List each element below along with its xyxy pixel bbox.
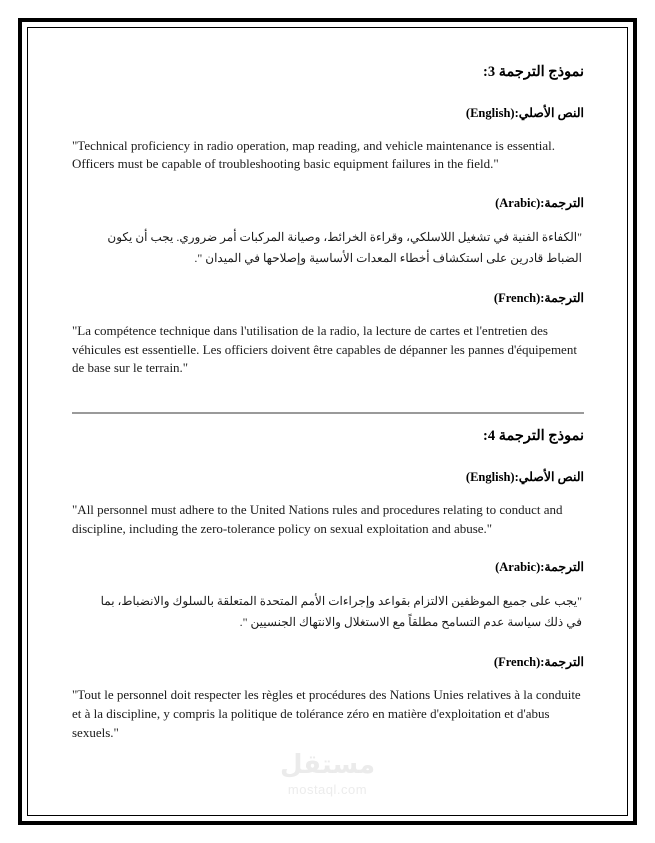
- french-translation-body: "La compétence technique dans l'utilisation de la radio, la lecture de cartes et l'entretien des véhicules est essentielle. Les officiers doivent être capables de dépanner les pannes d'équipement de base sur le terrain.": [72, 322, 577, 376]
- french-translation-label: الترجمة:(French): [493, 290, 584, 305]
- arabic-translation-body: "يجب على جميع الموظفين الالتزام بقواعد وإجراءات الأمم المتحدة المتعلقة بالسلوك والانضباط، بما في ذلك سياسة عدم التسامح مطلقاً مع الاستغلال والانتهاك الجنسيين ".: [100, 594, 582, 630]
- source-text-body: "All personnel must adhere to the United Nations rules and procedures relating to conduct and discipline, including the zero-tolerance policy on sexual exploitation and abuse.": [72, 501, 563, 536]
- watermark: [0, 751, 655, 797]
- french-translation-label: الترجمة:(French): [493, 655, 584, 670]
- arabic-translation-label: الترجمة:(Arabic): [495, 196, 584, 211]
- arabic-translation-body: "الكفاءة الفنية في تشغيل اللاسلكي، وقراءة الخرائط، وصيانة المركبات أمر ضروري. يجب أن يكون الضباط قادرين على استكشاف أخطاء المعدات الأساسية وإصلاحها في الميدان ".: [107, 229, 582, 265]
- source-text-body: "Technical proficiency in radio operation, map reading, and vehicle maintenance is essential. Officers must be capable of troubleshooting basic equipment failures in the field.": [72, 137, 556, 172]
- translation-section: [72, 414, 584, 742]
- document-content: [72, 50, 584, 742]
- translation-section: [72, 50, 584, 378]
- french-translation-body: "Tout le personnel doit respecter les règles et procédures des Nations Unies relatives à la conduite et à la discipline, y compris la politique de tolérance zéro en matière d'exploitation et d'abus sexuels.": [72, 686, 581, 740]
- arabic-translation-label: الترجمة:(Arabic): [495, 560, 584, 575]
- source-text-label: النص الأصلي:(English): [465, 105, 584, 120]
- watermark-url-text: mostaql.com: [287, 782, 368, 797]
- section-heading: نموذج الترجمة 3:: [482, 64, 584, 80]
- section-heading: نموذج الترجمة 4:: [482, 428, 584, 445]
- watermark-logo-text: مستقل: [279, 750, 376, 781]
- source-text-label: النص الأصلي:(English): [465, 469, 584, 484]
